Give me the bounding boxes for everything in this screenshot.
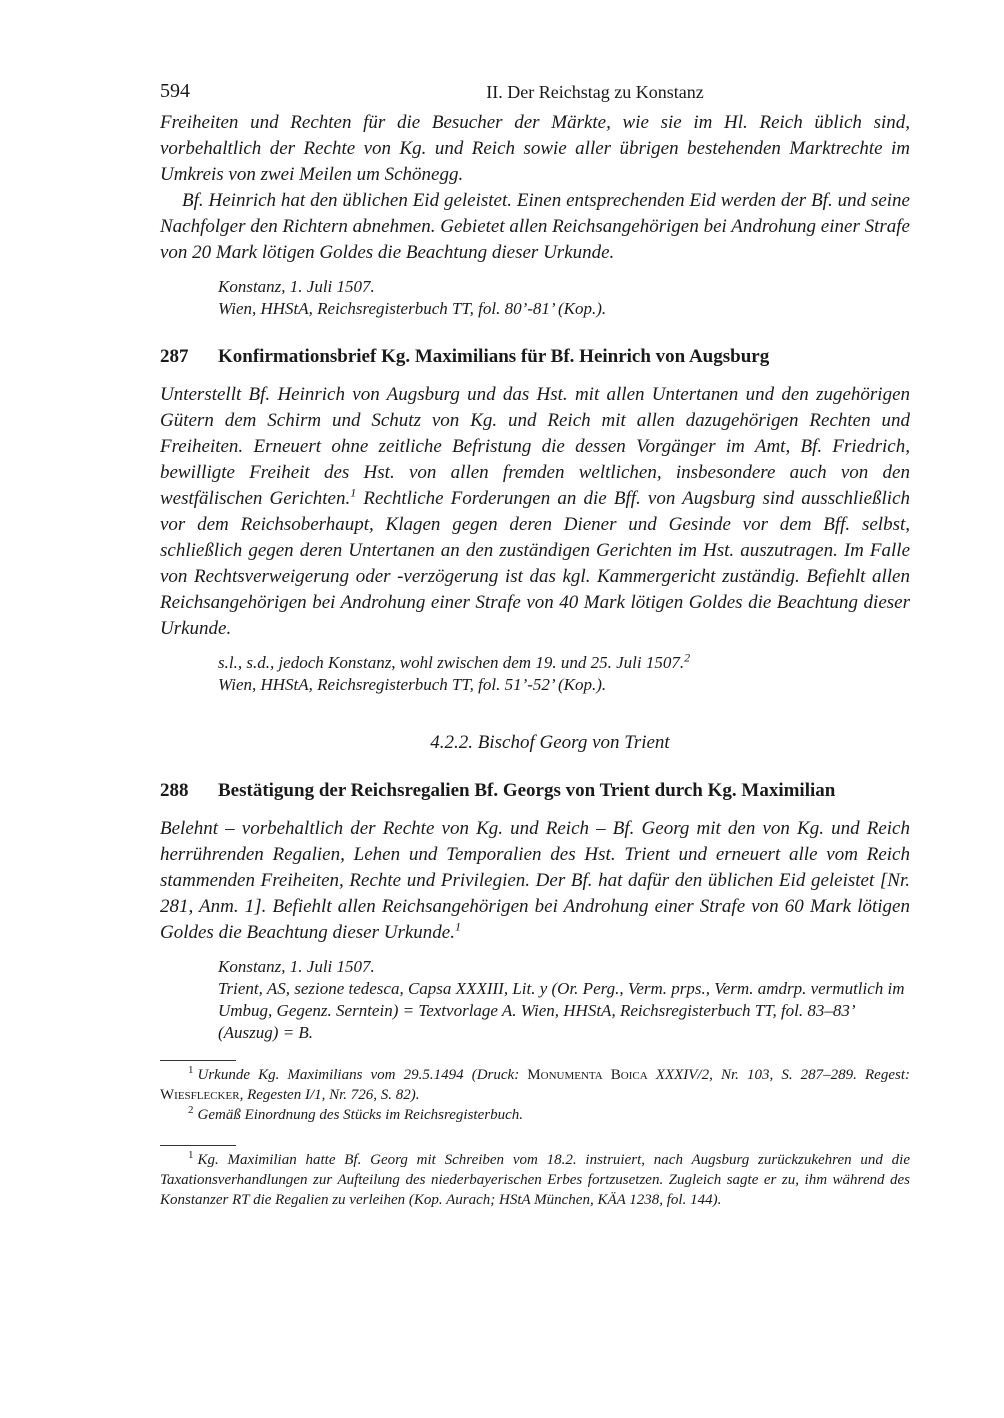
footnote-text: Urkunde Kg. Maximilians vom 29.5.1494 (Druck:: [197, 1067, 528, 1083]
footnote-ref: 1: [350, 485, 357, 500]
footnote-rule: [160, 1145, 236, 1146]
place-date: [218, 652, 910, 674]
footnote-text: XXXIV/2, Nr. 103, S. 287–289. Regest:: [647, 1067, 910, 1083]
page-header: [160, 80, 910, 110]
intro-meta: [218, 276, 910, 320]
regest-text-cont: Rechtliche Forderungen an die Bff. von Augsburg sind ausschließlich vor dem Reichsoberhaupt, Klagen gegen deren Diener und Gesinde vor dem Bff. selbst, schließlich gegen deren Untertanen an den zuständigen Gerichten im Hst. auszutragen. Im Falle von Rechtsverweigerung oder -verzögerung ist das kgl. Kammergericht zuständig. Befiehlt allen Reichsangehörigen bei Androhung einer Strafe von 40 Mark lötigen Goldes die Beachtung dieser Urkunde.: [160, 488, 910, 639]
footnote-text-sc: Monumenta Boica: [527, 1067, 648, 1083]
intro-paragraph: Freiheiten und Rechten für die Besucher der Märkte, wie sie im Hl. Reich üblich sind, vorbehaltlich der Rechte von Kg. und Reich sowie aller übrigen bestehenden Marktrechte im Umkreis von zwei Meilen um Schönegg.: [160, 112, 910, 185]
footnote-ref: 2: [684, 650, 691, 665]
footnote-rule: [160, 1060, 236, 1061]
document-heading-288: [160, 780, 910, 802]
footnote-mark: 1: [188, 1149, 194, 1161]
document-title: Bestätigung der Reichsregalien Bf. Georgs von Trient durch Kg. Maximilian: [218, 780, 836, 801]
document-page: [160, 80, 910, 1210]
footnote-1: [160, 1150, 910, 1210]
document-heading-287: [160, 346, 910, 368]
footnote-2: [160, 1105, 910, 1125]
footnote-1: [160, 1065, 910, 1105]
footnote-text: Kg. Maximilian hatte Bf. Georg mit Schreiben vom 18.2. instruiert, nach Augsburg zurückzukehren und die Taxationsverhandlungen zur Aufteilung des niederbayerischen Erbes fortzusetzen. Zugleich sagte er zu, ihm während des Konstanzer RT die Regalien zu verleihen (Kop. Aurach; HStA München, KÄA 1238, fol. 144).: [160, 1152, 910, 1208]
document-number: 288: [160, 780, 189, 801]
footnote-text-sc: Wiesflecker: [160, 1087, 240, 1103]
place-date-text: s.l., s.d., jedoch Konstanz, wohl zwischen dem 19. und 25. Juli 1507.: [218, 653, 685, 672]
regest-text: Unterstellt Bf. Heinrich von Augsburg und das Hst. mit allen Untertanen und den zugehörigen Gütern dem Schirm und Schutz von Kg. und Reich mit allen dazugehörigen Rechten und Freiheiten. Erneuert ohne zeitliche Befristung die dessen Vorgänger im Amt, Bf. Friedrich, bewilligte Freiheit des Hst. von allen fremden weltlichen, insbesondere auch von den westfälischen Gerichten.: [160, 384, 910, 509]
place-date: Konstanz, 1. Juli 1507.: [218, 277, 375, 296]
archival-source: Wien, HHStA, Reichsregisterbuch TT, fol. 80’-81’ (Kop.).: [218, 299, 607, 318]
archival-source: Trient, AS, sezione tedesca, Capsa XXXIII, Lit. y (Or. Perg., Verm. prps., Verm. amdrp. vermutlich im Umbug, Gegenz. Serntein) = Textvorlage A. Wien, HHStA, Reichsregisterbuch TT, fol. 83–83’ (Auszug) = B.: [218, 979, 905, 1042]
archival-source: Wien, HHStA, Reichsregisterbuch TT, fol. 51’-52’ (Kop.).: [218, 675, 607, 694]
intro-paragraph-2: Bf. Heinrich hat den üblichen Eid geleistet. Einen entsprechenden Eid werden der Bf. und seine Nachfolger den Richtern abnehmen. Gebietet allen Reichsangehörigen bei Androhung einer Strafe von 20 Mark lötigen Goldes die Beachtung dieser Urkunde.: [160, 190, 910, 263]
page-number: 594: [160, 80, 190, 102]
footnotes-apparatus: [160, 1150, 910, 1210]
meta-287: [218, 652, 910, 696]
footnotes-text: [160, 1065, 910, 1125]
footnote-text: Gemäß Einordnung des Stücks im Reichsregisterbuch.: [197, 1107, 523, 1123]
section-heading: 4.2.2. Bischof Georg von Trient: [430, 732, 670, 753]
regest-287: [160, 382, 910, 642]
place-date: Konstanz, 1. Juli 1507.: [218, 957, 375, 976]
meta-288: [218, 956, 910, 1044]
footnote-mark: 2: [188, 1104, 194, 1116]
footnote-ref: 1: [454, 919, 461, 934]
document-number: 287: [160, 346, 189, 367]
regest-text: Belehnt – vorbehaltlich der Rechte von Kg. und Reich – Bf. Georg mit den von Kg. und Reich herrührenden Regalien, Lehen und Temporalien des Hst. Trient und erneuert alle vom Reich stammenden Freiheiten, Rechte und Privilegien. Der Bf. hat dafür den üblichen Eid geleistet [Nr. 281, Anm. 1]. Befiehlt allen Reichsangehörigen bei Androhung einer Strafe von 60 Mark lötigen Goldes die Beachtung dieser Urkunde.: [160, 818, 910, 943]
footnote-mark: 1: [188, 1064, 194, 1076]
running-title: II. Der Reichstag zu Konstanz: [486, 82, 704, 102]
document-title: Konfirmationsbrief Kg. Maximilians für Bf. Heinrich von Augsburg: [218, 346, 770, 367]
regest-288: [160, 816, 910, 946]
footnote-text: , Regesten I/1, Nr. 726, S. 82).: [239, 1087, 420, 1103]
